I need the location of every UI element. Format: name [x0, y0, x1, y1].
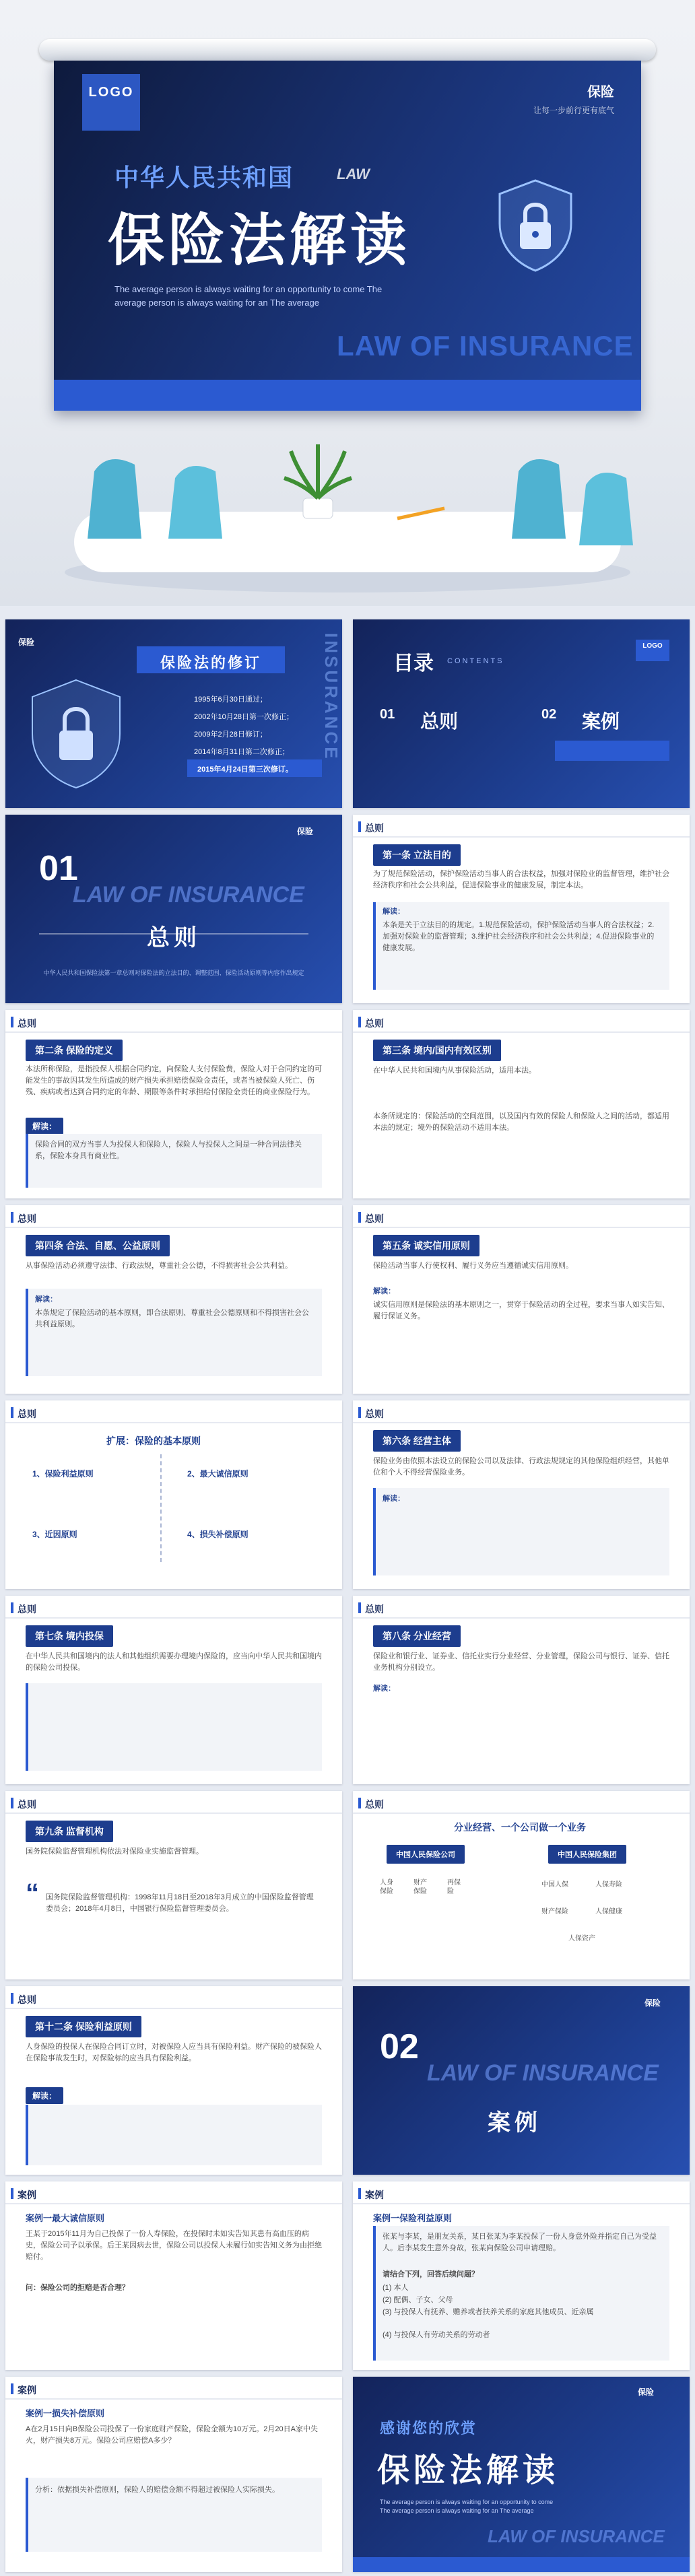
end-bottom-strip [353, 2557, 690, 2572]
case-option: (4) 与投保人有劳动关系的劳动者 [383, 2331, 490, 2339]
article-title: 第五条 诚实信用原则 [373, 1235, 479, 1256]
slide-article-2 [5, 1010, 342, 1198]
slide-article-12 [5, 1986, 342, 2175]
case-question: 问：保险公司的拒赔是否合理？ [26, 2284, 129, 2292]
header-tag: 总则 [18, 1018, 36, 1029]
case-question: 请结合下列，回答后续问题？ [383, 2270, 479, 2278]
divider [160, 1454, 187, 1562]
interpretation-text: 本条是关于立法目的的规定。1.规范保险活动，保护保险活动当事人的合法权益；2.加强对保险业的监督管理；3.维护社会经济秩序和社会公共利益；4.促进保险事业的健康发展。 [383, 921, 655, 952]
slide-header [5, 2377, 342, 2400]
case-option: (1) 本人 [383, 2284, 409, 2292]
header-tag: 总则 [365, 823, 384, 834]
slide-header [353, 1010, 690, 1033]
section-logo: 保险 [296, 827, 313, 836]
section-name: 案例 [488, 2110, 541, 2136]
cover-bottom-strip [54, 380, 641, 411]
article-title: 第六条 经营主体 [373, 1430, 461, 1452]
section-english: LAW OF INSURANCE [73, 882, 304, 908]
content-box [26, 1683, 322, 1771]
history-item: 2002年10月28日第一次修正； [194, 713, 294, 721]
cover-title: 保险法解读 [108, 209, 411, 272]
slide-header [353, 1205, 690, 1228]
slide-header [353, 2181, 690, 2204]
case-title: 案例一保险利益原则 [373, 2213, 453, 2223]
toc-item-2[interactable]: 案例 [582, 711, 620, 732]
header-tag: 总则 [18, 1799, 36, 1810]
interpretation-title: 解读： [383, 908, 405, 916]
org-right-item: 人保资产 [568, 1935, 595, 1942]
header-tag: 总则 [18, 1604, 36, 1615]
history-item: 2009年2月28日修订； [194, 731, 267, 739]
toc-num-1: 01 [380, 707, 395, 722]
slide-history [5, 619, 342, 808]
org-left-item: 人身保险 [380, 1879, 393, 1895]
article-text: 本法所称保险，是指投保人根据合同约定，向保险人支付保险费，保险人对于合同约定的可能发生的事故因其发生所造成的财产损失承担赔偿保险金责任，或者当被保险人死亡、伤残、疾病或者达到合同约定的年龄、期限等条件时承担给付保险金责任的商业保险行为。 [26, 1065, 322, 1096]
principle-1: 1、保险利益原则 [32, 1469, 94, 1479]
slide-section-1 [5, 815, 342, 1003]
logo: LOGO [82, 74, 140, 131]
slide-case-1 [5, 2181, 342, 2370]
interpretation-box [26, 2105, 322, 2165]
section-number: 01 [39, 849, 78, 888]
slide-article-5 [353, 1205, 690, 1394]
slide-article-1 [353, 815, 690, 1003]
org-right-item: 人保健康 [595, 1908, 622, 1916]
article-text: 保险活动当事人行使权利、履行义务应当遵循诚实信用原则。 [373, 1262, 573, 1270]
header-tag: 总则 [365, 1213, 384, 1224]
section-english: LAW OF INSURANCE [427, 2060, 659, 2086]
org-right-item: 财产保险 [541, 1908, 568, 1916]
case-text: A在2月15日向B保险公司投保了一份家庭财产保险，保险金额为10万元。2月20日A家中失火，财产损失8万元。保险公司应赔偿A多少？ [26, 2425, 318, 2445]
toc-title: 目录 [393, 652, 434, 675]
history-item: 2014年8月31日第二次修正； [194, 748, 290, 756]
slide-article-3 [353, 1010, 690, 1198]
principles-title: 扩展：保险的基本原则 [106, 1435, 201, 1446]
article-text: 为了规范保险活动，保护保险活动当事人的合法权益，加强对保险业的监督管理，维护社会经济秩序和社会公共利益，促进保险事业的健康发展，制定本法。 [373, 870, 669, 889]
article-title: 第九条 监督机构 [26, 1821, 113, 1842]
article-text: 保险业务由依照本法设立的保险公司以及法律、行政法规规定的其他保险组织经营，其他单位和个人不得经营保险业务。 [373, 1457, 669, 1477]
interpretation-text: 本条所规定的：保险活动的空间范围，以及国内有效的保险人和保险人之间的活动，都适用本法的规定；境外的保险活动不适用本法。 [373, 1112, 669, 1132]
slide-header [5, 1986, 342, 2009]
slide-end [353, 2377, 690, 2572]
org-right-head: 中国人民保险集团 [548, 1845, 626, 1864]
shield-lock-icon [492, 175, 579, 276]
brand-slogan: 让每一步前行更有底气 [533, 106, 614, 115]
principle-3: 3、近因原则 [32, 1530, 77, 1539]
slide-article-6 [353, 1400, 690, 1589]
quote-icon: “ [26, 1878, 39, 1908]
interpretation-title: 解读： [373, 1685, 395, 1693]
slide-header [5, 1400, 342, 1423]
slide-header [5, 1010, 342, 1033]
article-title: 第四条 合法、自愿、公益原则 [26, 1235, 170, 1256]
slide-principles [5, 1400, 342, 1589]
interpretation-title: 解读： [373, 1287, 395, 1295]
article-text: 国务院保险监督管理机构依法对保险业实施监督管理。 [26, 1848, 203, 1856]
slide-article-9 [5, 1791, 342, 1979]
case-text: 王某于2015年11月为自己投保了一份人寿保险，在投保时未如实告知其患有高血压的病史，保险公司予以承保。后王某因病去世，保险公司以投保人未履行如实告知义务为由拒绝赔付。 [26, 2230, 322, 2261]
header-tag: 案例 [18, 2190, 36, 2200]
header-tag: 总则 [365, 1409, 384, 1419]
org-right-item: 人保寿险 [595, 1881, 622, 1889]
org-left-head: 中国人民保险公司 [387, 1845, 465, 1864]
article-title: 第十二条 保险利益原则 [26, 2016, 141, 2037]
slide-article-8 [353, 1596, 690, 1784]
cover-subtitle: 中华人民共和国 [114, 164, 294, 191]
article-title: 第二条 保险的定义 [26, 1040, 123, 1061]
cover-law-tag: LAW [337, 166, 370, 182]
header-tag: 案例 [365, 2190, 384, 2200]
article-title: 第一条 立法目的 [373, 844, 461, 866]
article-text: 保险业和银行业、证券业、信托业实行分业经营、分业管理，保险公司与银行、证券、信托业务机构分别设立。 [373, 1652, 669, 1672]
end-description: The average person is always waiting for an opportunity to come The average person is always waiting for an The average [380, 2499, 554, 2514]
history-title: 保险法的修订 [160, 654, 262, 671]
interpretation-title: 解读： [26, 1118, 63, 1134]
article-text: 从事保险活动必须遵守法律、行政法规，尊重社会公德，不得损害社会公共利益。 [26, 1262, 292, 1270]
article-title: 第七条 境内投保 [26, 1625, 113, 1647]
org-left-item: 财产保险 [413, 1879, 427, 1895]
slide-section-2 [353, 1986, 690, 2175]
section-logo: 保险 [644, 1998, 661, 2008]
case-title: 案例一最大诚信原则 [26, 2213, 105, 2223]
brand-block [533, 81, 614, 116]
shield-lock-icon [26, 673, 127, 794]
toc-num-2: 02 [541, 707, 557, 722]
slide-header [353, 1791, 690, 1814]
end-thanks: 感谢您的欣赏 [380, 2420, 477, 2437]
quote-text: 国务院保险监督管理机构：1998年11月18日至2018年3月成立的中国保险监督管理委员会；2018年4月8日，中国银行保险监督管理委员会。 [46, 1893, 314, 1913]
case-option: (2) 配偶、子女、父母 [383, 2296, 453, 2304]
slide-header [5, 1596, 342, 1619]
history-item: 1995年6月30日通过； [194, 696, 267, 704]
case-option: (3) 与投保人有抚养、赡养或者扶养关系的家庭其他成员、近亲属 [383, 2308, 594, 2316]
end-english: LAW OF INSURANCE [488, 2526, 665, 2546]
toc-logo: LOGO [636, 640, 669, 661]
header-tag: 总则 [18, 1213, 36, 1224]
article-text: 在中华人民共和国境内从事保险活动，适用本法。 [373, 1066, 536, 1075]
interpretation-box [26, 1289, 322, 1376]
header-tag: 总则 [365, 1604, 384, 1615]
header-tag: 总则 [365, 1018, 384, 1029]
slide-logo: 保险 [18, 638, 34, 647]
hero-section [0, 0, 695, 606]
section-name: 总则 [147, 925, 201, 951]
slide-header [5, 1205, 342, 1228]
interpretation-text: 保险合同的双方当事人为投保人和保险人，保险人与投保人之间是一种合同法律关系，保险本身具有商业性。 [35, 1141, 302, 1160]
end-logo: 保险 [637, 2387, 654, 2397]
slide-org-chart [353, 1791, 690, 1979]
header-tag: 总则 [365, 1799, 384, 1810]
section-number: 02 [380, 2027, 419, 2066]
slide-article-7 [5, 1596, 342, 1784]
article-text: 在中华人民共和国境内的法人和其他组织需要办理境内保险的，应当向中华人民共和国境内的保险公司投保。 [26, 1652, 322, 1672]
slide-header [353, 815, 690, 838]
section-description: 中华人民共和国保险法第一章总则对保险法的立法目的、调整范围、保险活动原则等内容作出规定 [43, 970, 304, 976]
cover-description: The average person is always waiting for an opportunity to come The average person is always waiting for an The average [114, 284, 383, 308]
toc-item-1[interactable]: 总则 [420, 711, 459, 732]
brand-title: 保险 [587, 85, 614, 100]
history-item-highlight: 2015年4月24日第三次修订。 [197, 766, 293, 774]
slide-header [353, 1596, 690, 1619]
case-title: 案例一损失补偿原则 [26, 2408, 105, 2418]
org-left-item: 再保险 [447, 1879, 461, 1895]
case-analysis: 分析：依据损失补偿原则，保险人的赔偿金额不得超过被保险人实际损失。 [35, 2486, 279, 2494]
article-title: 第三条 境内/国内有效区别 [373, 1040, 501, 1061]
interpretation-text: 诚实信用原则是保险法的基本原则之一，贯穿于保险活动的全过程，要求当事人如实告知、履行保证义务。 [373, 1301, 669, 1320]
toc-bar [555, 741, 669, 761]
interpretation-box [373, 1488, 669, 1575]
cover-banner [54, 61, 641, 411]
interpretation-title: 解读： [26, 2087, 63, 2104]
end-title: 保险法解读 [377, 2453, 560, 2488]
org-title: 分业经营、一个公司做一个业务 [454, 1822, 586, 1833]
principle-4: 4、损失补偿原则 [187, 1530, 249, 1539]
projector-rail [39, 39, 656, 61]
article-text: 人身保险的投保人在保险合同订立时，对被保险人应当具有保险利益。财产保险的被保险人在保险事故发生时，对保险标的应当具有保险利益。 [26, 2043, 322, 2062]
slide-case-3 [5, 2377, 342, 2572]
header-tag: 案例 [18, 2385, 36, 2396]
org-right-item: 中国人保 [541, 1881, 568, 1889]
interpretation-title: 解读： [35, 1295, 57, 1303]
slide-case-2 [353, 2181, 690, 2370]
cover-english: LAW OF INSURANCE [337, 330, 634, 362]
slide-header [353, 1400, 690, 1423]
meeting-table-illustration [47, 431, 648, 592]
principle-2: 2、最大诚信原则 [187, 1469, 249, 1479]
slide-header [5, 1791, 342, 1814]
slide-article-4 [5, 1205, 342, 1394]
header-tag: 总则 [18, 1409, 36, 1419]
interpretation-text: 本条规定了保险活动的基本原则，即合法原则、尊重社会公德原则和不得损害社会公共利益原则。 [35, 1309, 309, 1328]
header-tag: 总则 [18, 1994, 36, 2005]
case-text: 张某与李某，是朋友关系，某日张某为李某投保了一份人身意外险并指定自己为受益人。后李某发生意外身故，张某向保险公司申请理赔。 [383, 2233, 657, 2252]
interpretation-title: 解读： [383, 1495, 405, 1503]
slide-toc [353, 619, 690, 808]
article-title: 第八条 分业经营 [373, 1625, 461, 1647]
toc-subtitle: CONTENTS [447, 657, 504, 665]
slide-header [5, 2181, 342, 2204]
vertical-english: INSURANCE [321, 633, 341, 761]
